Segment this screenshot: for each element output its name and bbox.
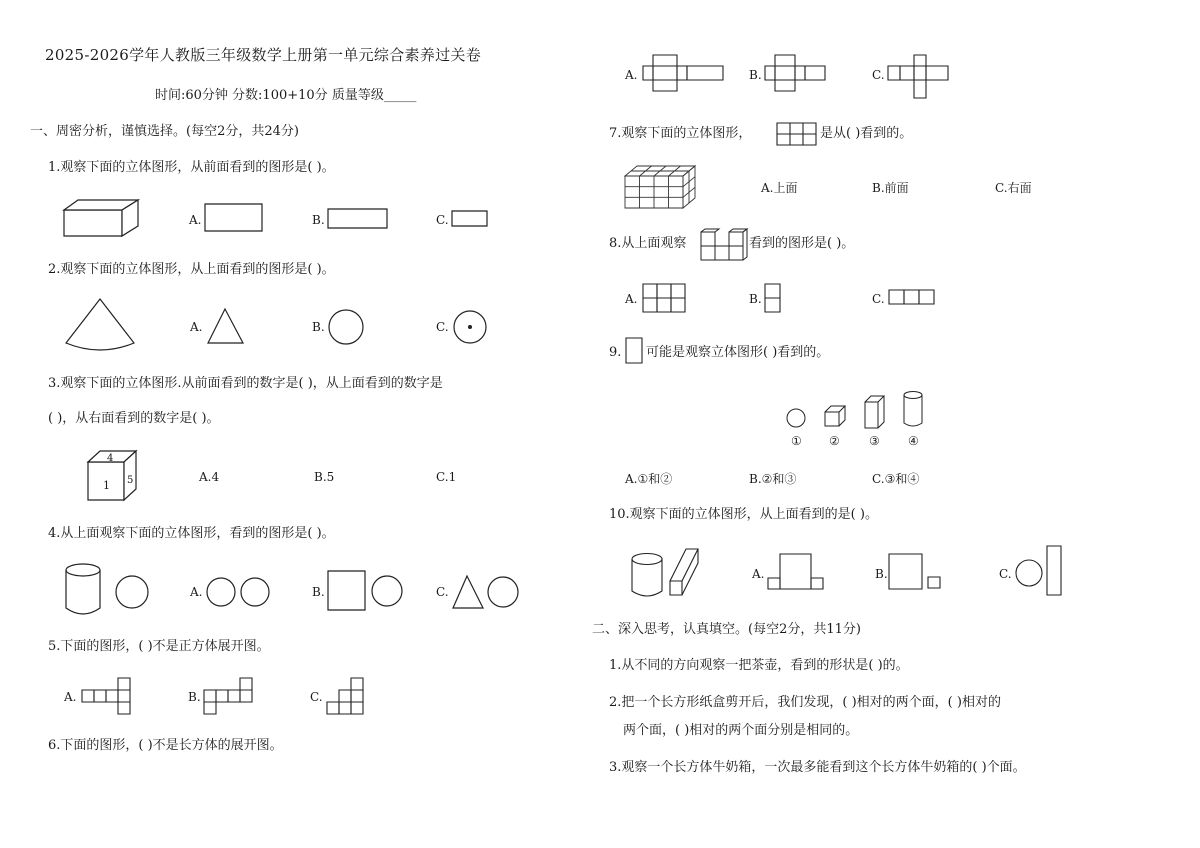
q1-option-b-label: B. (312, 213, 325, 227)
question-9-part1: 9. (609, 345, 622, 360)
section1-heading: 一、周密分析，谨慎选择。(每空2分，共24分) (30, 124, 299, 139)
q10-option-c-shapes (1014, 545, 1066, 597)
section2-question-2-line1: 2.把一个长方形纸盒剪开后，我们发现，( )相对的两个面，( )相对的 (609, 695, 1001, 710)
q3-option-b: B.5 (314, 470, 335, 484)
q5-option-b-net (203, 677, 259, 717)
q2-option-c-circle-dot (452, 309, 488, 345)
q4-option-a-label: A. (190, 585, 203, 599)
q9-solids-figure (785, 390, 927, 430)
q7-view-grid (776, 122, 818, 146)
q2-option-b-label: B. (312, 320, 325, 334)
q9-label-1: ① (791, 434, 802, 448)
cube-right-number: 5 (127, 475, 134, 486)
q10-option-b-label: B. (875, 567, 888, 581)
q2-option-a-triangle (206, 307, 246, 345)
cube-front-number: 1 (103, 479, 110, 492)
q6-option-c-label: C. (872, 68, 885, 82)
question-7-part1: 7.观察下面的立体图形， (609, 126, 752, 141)
q1-option-a-label: A. (189, 213, 202, 227)
q4-option-c-label: C. (436, 585, 449, 599)
question-5: 5.下面的图形，( )不是正方体展开图。 (48, 639, 270, 654)
q7-option-a: A.上面 (761, 181, 798, 195)
q4-option-b-label: B. (312, 585, 325, 599)
q8-block-figure (700, 228, 750, 262)
question-3-line2: ( )，从右面看到的数字是( )。 (48, 411, 220, 426)
section2-question-1: 1.从不同的方向观察一把茶壶，看到的形状是( )的。 (609, 658, 909, 673)
question-2: 2.观察下面的立体图形，从上面看到的图形是( )。 (48, 262, 335, 277)
q9-option-b: B.②和③ (749, 472, 797, 486)
section2-heading: 二、深入思考，认真填空。(每空2分，共11分) (592, 622, 861, 637)
q6-option-b-label: B. (749, 68, 762, 82)
q4-option-b-square-circle (327, 570, 405, 612)
q9-rectangle-view (625, 337, 645, 365)
exam-meta: 时间:60分钟 分数:100+10分 质量等级_____ (155, 88, 417, 103)
q5-option-b-label: B. (188, 690, 201, 704)
cuboid-figure (62, 198, 142, 240)
q1-option-c-rect (451, 210, 489, 228)
q1-option-b-rect (327, 208, 389, 230)
cone-figure (64, 297, 136, 355)
q6-option-a-net (642, 54, 728, 94)
cube-top-number: 4 (107, 453, 114, 464)
q3-option-c: C.1 (436, 470, 457, 484)
q6-option-a-label: A. (625, 68, 638, 82)
q10-option-a-shapes (767, 553, 827, 591)
q5-option-c-net (326, 677, 370, 717)
cylinder-sphere-figure (64, 562, 154, 618)
q6-option-b-net (764, 54, 830, 94)
question-9-part2: 可能是观察立体图形( )看到的。 (646, 345, 830, 360)
q6-option-c-net (887, 54, 953, 100)
q8-option-a-grid (642, 283, 690, 315)
q8-option-c-label: C. (872, 292, 885, 306)
q5-option-a-net (81, 677, 137, 717)
question-1: 1.观察下面的立体图形，从前面看到的图形是( )。 (48, 160, 335, 175)
q7-option-b: B.前面 (872, 181, 909, 195)
q7-option-c: C.右面 (995, 181, 1032, 195)
question-3-line1: 3.观察下面的立体图形.从前面看到的数字是( )，从上面看到的数字是 (48, 376, 443, 391)
q1-option-c-label: C. (436, 213, 449, 227)
q8-option-b-grid (764, 283, 784, 315)
q3-option-a: A.4 (199, 470, 220, 484)
question-4: 4.从上面观察下面的立体图形，看到的图形是( )。 (48, 526, 335, 541)
q7-block-figure (624, 164, 698, 210)
question-8-part1: 8.从上面观察 (609, 236, 687, 251)
q9-label-2: ② (829, 434, 840, 448)
q8-option-a-label: A. (625, 292, 638, 306)
q10-option-a-label: A. (752, 567, 765, 581)
q10-option-b-shapes (888, 553, 944, 591)
q4-option-c-triangle-circle (451, 574, 521, 610)
section2-question-2-line2: 两个面，( )相对的两个面分别是相同的。 (623, 723, 859, 738)
q4-option-a-two-circles (205, 576, 273, 610)
q1-option-a-rect (204, 203, 264, 233)
q9-label-3: ③ (869, 434, 880, 448)
q8-option-b-label: B. (749, 292, 762, 306)
q2-option-b-circle (327, 308, 365, 346)
page-title: 2025-2026学年人教版三年级数学上册第一单元综合素养过关卷 (45, 46, 482, 64)
q9-label-4: ④ (908, 434, 919, 448)
question-8-part2: 看到的图形是( )。 (749, 236, 855, 251)
q10-cylinder-prism-figure (630, 547, 704, 599)
q10-option-c-label: C. (999, 567, 1012, 581)
question-10: 10.观察下面的立体图形，从上面看到的是( )。 (609, 507, 878, 522)
q8-option-c-grid (888, 289, 938, 307)
q5-option-c-label: C. (310, 690, 323, 704)
q5-option-a-label: A. (64, 690, 77, 704)
question-6: 6.下面的图形，( )不是长方体的展开图。 (48, 738, 283, 753)
q9-option-c: C.③和④ (872, 472, 920, 486)
q9-option-a: A.①和② (625, 472, 673, 486)
question-7-part2: 是从( )看到的。 (820, 126, 913, 141)
q2-option-a-label: A. (190, 320, 203, 334)
q2-option-c-label: C. (436, 320, 449, 334)
section2-question-3: 3.观察一个长方体牛奶箱，一次最多能看到这个长方体牛奶箱的( )个面。 (609, 760, 1026, 775)
